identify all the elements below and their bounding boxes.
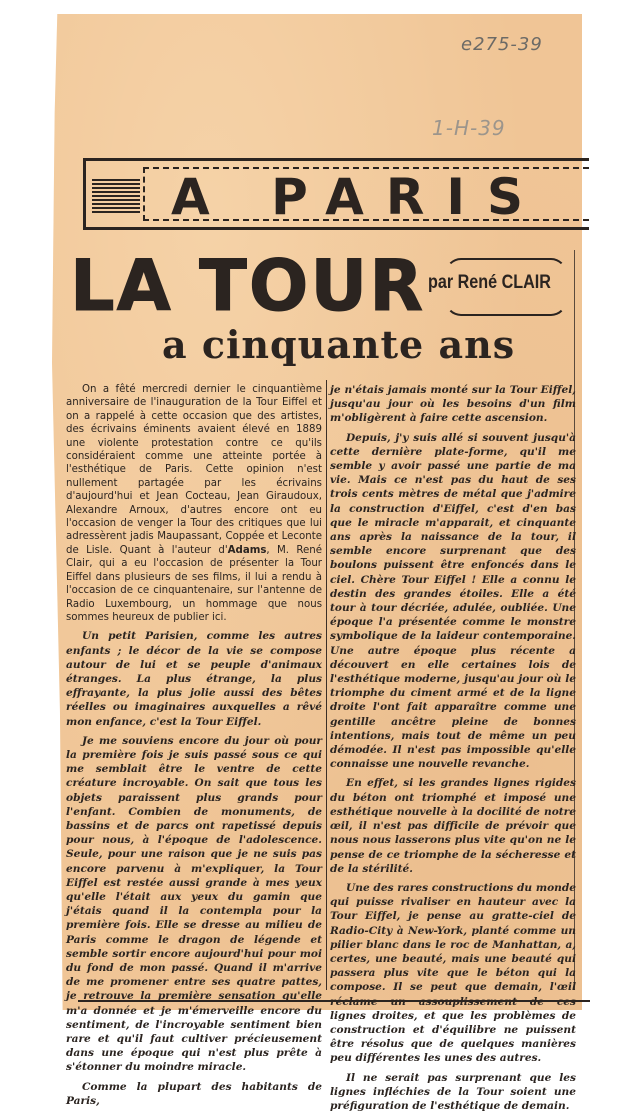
banner-inner-frame [143, 167, 589, 226]
body-paragraph: Il ne serait pas surprenant que les lignes infléchies de la Tour soient une préfiguration de l'esthétique de demain. [330, 1071, 576, 1112]
body-paragraph: Un petit Parisien, comme les autres enfants ; le décor de la vie se compose autour de lui et se peuple d'animaux étranges. La plus étrange, la plus effrayante, la plus jolie aussi des bêtes réelles ou imaginaires auxquelles a rêvé mon enfance, c'est la Tour Eiffel. [66, 630, 322, 728]
article-column-right [330, 383, 576, 1118]
banner-stripes-ornament [92, 179, 140, 213]
section-title: A PARIS [171, 168, 545, 226]
body-paragraph: Une des rares constructions du monde qui puisse rivaliser en hauteur avec la Tour Eiffel, je pense au gratte-ciel de Radio-City à New-York, planté comme un pilier blanc dans le roc de Manhattan, a, certes, une beauté, mais une beauté qui passera plus vite que le béton qui la compose. Il se peut que demain, l'œil réclame un assouplissement de ces lignes droites, et que les problèmes de construction et d'équilibre ne puissent être résolus que de quelques manières peu différentes les unes des autres. [330, 881, 576, 1065]
body-paragraph: Comme la plupart des habitants de Paris, [66, 1080, 322, 1107]
body-paragraph: En effet, si les grandes lignes rigides du béton ont triomphé et imposé une esthétique nouvelle à la docilité de notre œil, il n'est pas difficile de prévoir que nous nous lasserons plus vite qu'on ne le pense de ce triomphe de la sécheresse et de la stérilité. [330, 777, 576, 875]
section-banner [83, 158, 589, 230]
body-paragraph: Je me souviens encore du jour où pour la première fois je suis passé sous ce qui me semblait être le ventre de cette créature incroyable. On sait que tous les objets paraissent plus grands pour l'enfant. Combien de monuments, de bassins et de parcs ont rapetissé depuis pour nous, à l'époque de l'adolescence. Seule, pour une raison que je ne suis pas encore parvenu à m'expliquer, la Tour Eiffel est restée aussi grande à mes yeux qu'elle l'était aux yeux du gamin que j'étais quand il la contempla pour la première fois. Elle se dresse au milieu de Paris comme le dragon de légende et semble sortir encore aujourd'hui pour moi du fond de mon passé. Quand il m'arrive de me promener entre ses quatre pattes, je retrouve la première sensation qu'elle m'a donnée et je m'émerveille encore du sentiment, de l'incroyable sentiment bien rare et qu'il faut cultiver précieusement dans une époque qui n'est plus prête à s'étonner du moindre miracle. [66, 734, 322, 1074]
date-note: 1-H-39 [432, 116, 506, 140]
archive-id-note: e275-39 [461, 34, 543, 55]
article-column-left [66, 383, 322, 1113]
byline: par René CLAIR [428, 272, 551, 293]
column-divider [326, 380, 327, 990]
headline: LA TOUR [70, 245, 426, 327]
intro-paragraph [66, 383, 322, 624]
body-paragraph: je n'étais jamais monté sur la Tour Eiffel, jusqu'au jour où les besoins d'un film m'obligèrent à faire cette ascension. [330, 384, 576, 425]
subtitle: a cinquante ans [162, 322, 516, 367]
intro-film-title: Adams [227, 544, 267, 556]
intro-text-2: , M. René Clair, qui a eu l'occasion de présenter la Tour Eiffel dans plusieurs de ses films, il lui a rendu à l'occasion de ce cinquantenaire, sur l'antenne de Radio Luxembourg, un hommage que nous sommes heureux de publier ici. [66, 544, 323, 623]
body-paragraph: Depuis, j'y suis allé si souvent jusqu'à cette dernière plate-forme, qu'il me semble y avoir passé une partie de ma vie. Mais ce n'est pas du haut de ses trois cents mètres de métal que j'admire la construction d'Eiffel, c'est d'en bas que le miracle m'apparait, et cinquante ans après la naissance de la tour, il semble encore surprenant que des boulons puissent être enfoncés dans le ciel. Chère Tour Eiffel ! Elle a connu le destin des grandes étoiles. Elle a été tour à tour décriée, adulée, oubliée. Une époque l'a présentée comme le monstre symbolique de la laideur contemporaine. Une autre époque plus récente a découvert en elle certaines lois de l'esthétique moderne, jusqu'au jour où le triomphe du ciment armé et de la ligne droite l'ont fait apparaître comme une gentille ancêtre pleine de bonnes intentions, mais tout de même un peu démodée. Il n'est pas impossible qu'elle connaisse une nouvelle revanche. [330, 431, 576, 771]
intro-text-1: On a fêté mercredi dernier le cinquantième anniversaire de l'inauguration de la Tour Eiffel et on a rappelé à cette occasion que des artistes, des écrivains éminents avaient élevé en 1889 une violente protestation contre ce qu'ils considéraient comme une atteinte portée à l'esthétique de Paris. Cette opinion n'est nullement partagée par les écrivains d'aujourd'hui et Jean Cocteau, Jean Giraudoux, Alexandre Arnoux, d'autres encore ont eu l'occasion de venger la Tour des critiques que lui adressèrent jadis Maupassant, Coppée et Leconte de Lisle. Quant à l'auteur d' [66, 384, 322, 556]
